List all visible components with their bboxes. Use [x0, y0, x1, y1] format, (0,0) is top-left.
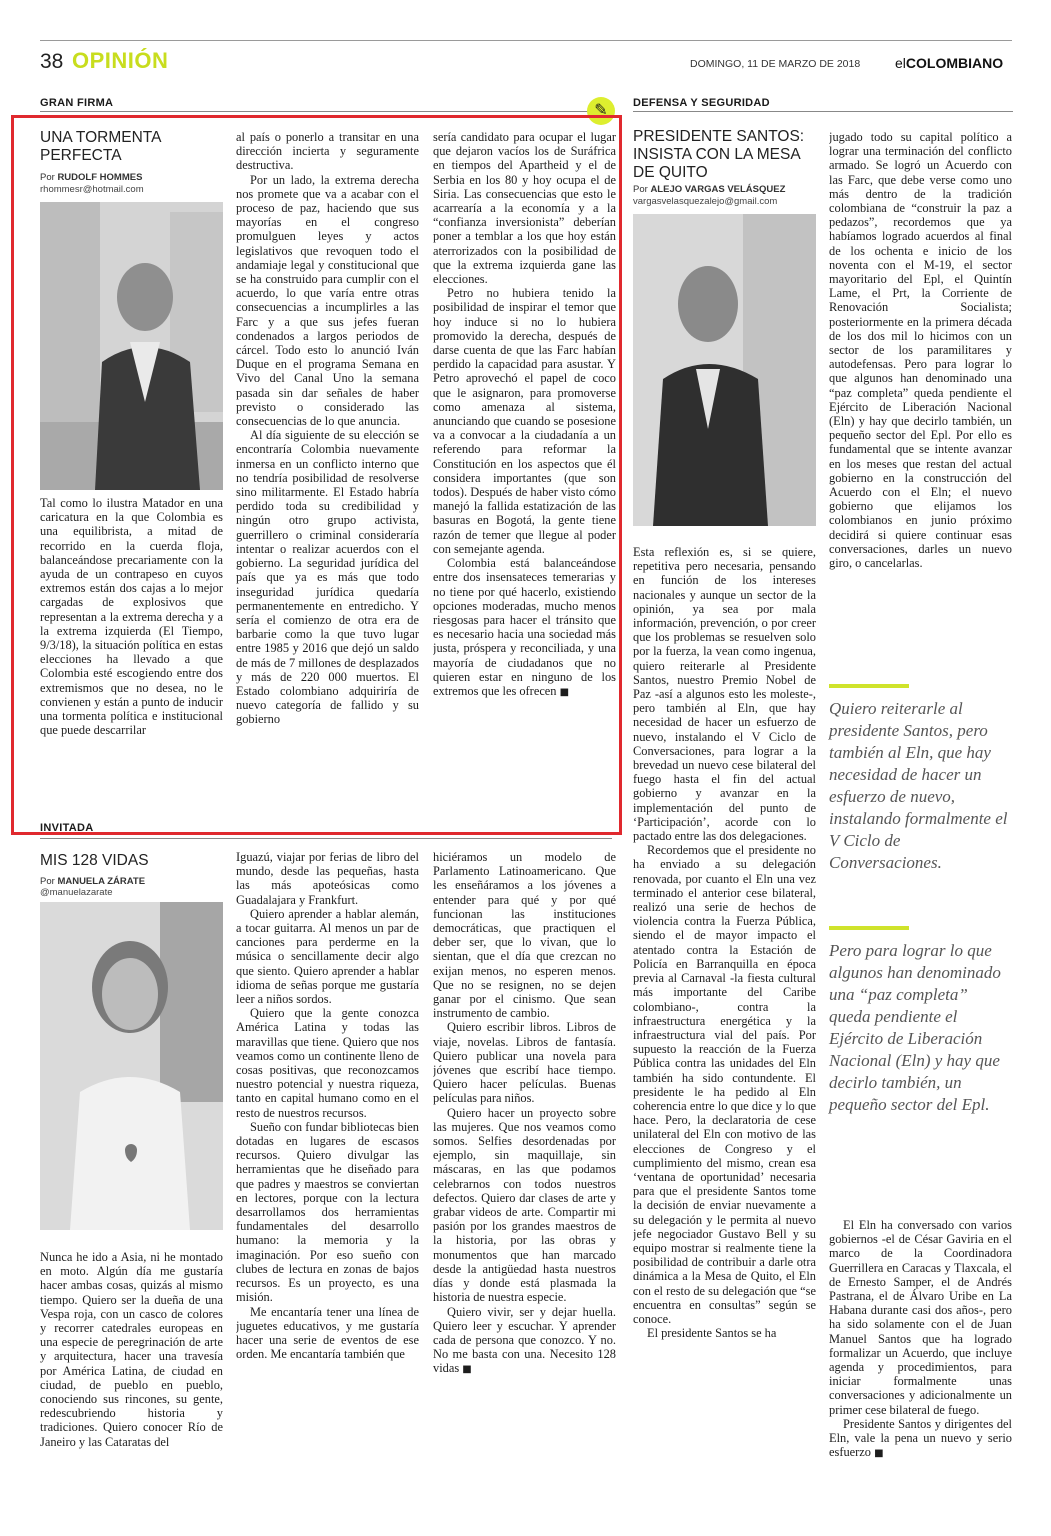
pen-icon: ✎ — [587, 97, 615, 125]
end-mark-icon: ■ — [874, 1448, 884, 1460]
paragraph: Esta reflexión es, si se quiere, repetitiva pero necesaria, pensando en función de los intereses nacionales y aunque un sector de la opinión, ya sea por mala información, prevención, o por creer que los problemas se resuelven solo por la fuerza, la vean como ingenua, quiero reiterarle al Presidente Santos, nuestro Premio Nobel de Paz -así a algunos esto les moleste-, pero también al Eln, que hay necesidad de hacer un esfuerzo de nuevo, instalando el V Ciclo de Conversaciones, para lograr a la brevedad un nuevo cese bilateral del fuego hasta el fin del actual gobierno y avanzar en la implementación del punto de ‘Participación’, acorde con lo pactado entre las dos delegaciones. — [633, 545, 816, 844]
byline-prefix: Por — [40, 172, 55, 183]
defensa-col2-bottom — [829, 1218, 1012, 1500]
gran-firma-title: UNA TORMENTA PERFECTA — [40, 129, 161, 164]
gran-firma-col2 — [236, 130, 419, 798]
paragraph-text: Presidente Santos y dirigentes del Eln, vale la pena un nuevo y serio esfuerzo — [829, 1416, 1012, 1460]
defensa-col1 — [633, 545, 816, 1500]
author-email: rhommesr@hotmail.com — [40, 184, 144, 195]
gran-firma-col3 — [433, 130, 616, 798]
defensa-rule — [633, 111, 1013, 112]
paragraph — [433, 556, 616, 700]
defensa-title: PRESIDENTE SANTOS: INSISTA CON LA MESA DE QUITO — [633, 128, 805, 181]
invitada-label: INVITADA — [40, 822, 94, 834]
invitada-title: MIS 128 VIDAS — [40, 852, 149, 869]
author-handle: @manuelazarate — [40, 887, 113, 898]
pull-quote: Quiero reiterarle al presidente Santos, pero también al Eln, que hay necesidad de hacer un esfuerzo de nuevo, instalando formalmente el V Ciclo de Conversaciones. — [829, 699, 1008, 872]
paragraph: hiciéramos un modelo de Parlamento Latinoamericano. Que les enseñáramos a los jóvenes a entender para qué y por qué funcionan las instituciones democráticas, que practiquen el deber ser, que lo vivan, que lo sientan, que el día que crezcan no exijan menos, no esperen menos. Que no se resignen, no se dejen ganar por el cinismo. Que sean instrumento de cambio. — [433, 850, 616, 1021]
author-name: MANUELA ZÁRATE — [57, 876, 146, 887]
paragraph: Sueño con fundar bibliotecas bien dotadas en lugares de escasos recursos. Quiero divulgar las herramientas que he diseñado para que padres y maestros se conviertan en lectores, porque con la lectura desarrollamos dos herramientas fundamentales del desarrollo humano: la memoria y la imaginación. Por eso sueño con clubes de lectura en zonas de bajos recursos. Es un proyecto, es una misión. — [236, 1119, 419, 1305]
defensa-byline — [633, 184, 785, 196]
paragraph — [433, 1305, 616, 1378]
paragraph: Por un lado, la extrema derecha nos promete que va a acabar con el proceso de paz, haciendo que sus mayorías en el congreso promulguen leyes y actos legislativos que revoquen todo el andamiaje legal y constitucional que se ha construido para cumplir con el acuerdo, lo que varía entre otras consecuencias a incumplirles a las Farc y a que sus jefes fueran condenados a largos periodos de cárcel. Todo esto lo anunció Iván Duque en el programa Semana en Vivo del Canal Uno la semana pasada sin dar señales de haber previsto o considerado las consecuencias de lo que anuncia. — [236, 172, 419, 429]
paragraph: El Eln ha conversado con varios gobiernos -el de César Gaviria en el marco de la Coordinadora Guerrillera en Caracas y Tlaxcala, el de Ernesto Samper, el de Andrés Pastrana, el de Álvaro Uribe en La Habana durante casi dos años-, pero ha sido solamente con el de Juan Manuel Santos que ha logrado formalizar un Acuerdo, que incluye agenda y procedimientos, para iniciar formalmente unas conversaciones y adicionalmente un primer cese bilateral de fuego. — [829, 1218, 1012, 1417]
paragraph: Recordemos que el presidente no ha enviado a su delegación renovada, por cuanto el Eln una vez terminado el anterior cese bilateral, realizó una serie de hechos de violencia contra la Fuerza Pública, siendo el de mayor impacto el atentado contra la Estación de Policía en Barranquilla en época previa al Carnaval -la fiesta cultural más importante del Caribe colombiano-, contra la infraestructura energética y la infraestructura vial del país. Por supuesto la reacción de la Fuerza Pública contra las unidades del Eln también ha sido contundente. El presidente le ha pedido al Eln coherencia entre lo que dice y lo que hace. Pero, la declaratoria de cese unilateral del Eln con motivo de las elecciones de Congreso y el cumplimiento del mismo, crean esa ‘ventana de oportunidad’ necesaria para que el presidente Santos tome la decisión de enviar nuevamente a su delegación y le permita al nuevo jefe negociador Gustavo Bell y su equipo mostrar si realmente tiene la posibilidad de contribuir a darle otra dinámica a la Mesa de Quito, el Eln con el resto de su delegación que “se encuentra en consultas” según se conoce. — [633, 843, 816, 1326]
paragraph: Petro no hubiera tenido la posibilidad de inspirar el temor que hoy induce si no lo hubiera promovido la derecha, después de darse cuenta de que las Farc habían perdido la capacidad para asustar. Y Petro aprovechó el papel de coco que le asignaron, para promoverse como amenaza al sistema, anunciando que cuando se posesione va a convocar a la ciudadanía a un referendo para reformar la Constitución en los aspectos que él considera importantes (que son todos). Después de haber visto cómo manejó la fallida estatización de las basuras en Bogotá, la gente tiene razón de temer que llegue al poder con semejante agenda. — [433, 286, 616, 556]
pull-quote: Pero para lograr lo que algunos han denominado una “paz completa” queda pendiente el Ejército de Liberación Nacional (Eln) y hay que decirlo también, un pequeño sector del Epl. — [829, 941, 1001, 1114]
gran-firma-rule — [40, 111, 612, 112]
byline-prefix: Por — [633, 184, 648, 195]
author-photo — [40, 902, 223, 1230]
paragraph: Nunca he ido a Asia, ni he montado en moto. Algún día me gustaría hacer ambas cosas, quizás al mismo tiempo. Quiero ser la dueña de una Vespa roja, con un casco de colores y recorrer catedrales europeas en una especie de peregrinación de arte y arquitectura, hacer una travesía por América Latina, de ciudad en ciudad, de pueblo en pueblo, conociendo sus rincones, su gente, redescubriendo historia y tradiciones. Quiero conocer Río de Janeiro y las Cataratas del — [40, 1250, 223, 1449]
end-mark-icon: ■ — [462, 1364, 472, 1376]
end-mark-icon: ■ — [559, 686, 570, 698]
defensa-label: DEFENSA Y SEGURIDAD — [633, 97, 770, 109]
author-photo — [40, 202, 223, 490]
paragraph-text: Colombia está balanceándose entre dos insensateces temerarias y no tiene por qué hacerlo, existiendo opciones moderadas, mucho menos riesgosas para hacer el tránsito que es necesario hacia una sociedad más justa, próspera y reconciliada, y una mayoría de ciudadanos que no quieren estar en ninguno de los extremos que les ofrecen — [433, 556, 616, 698]
section-title: OPINIÓN — [72, 48, 169, 73]
defensa-col2-top — [829, 130, 1012, 662]
gran-firma-label: GRAN FIRMA — [40, 97, 114, 109]
quote-rule — [829, 684, 909, 688]
invitada-col3 — [433, 850, 616, 1500]
author-name: RUDOLF HOMMES — [57, 172, 143, 183]
paragraph: Al día siguiente de su elección se encontraría Colombia nuevamente inmersa en un conflicto interno que no tendría posibilidad de resolverse sino militarmente. El Estado habría perdido toda su credibilidad y ningún otro grupo activista, guerrillero o criminal consideraría intentar o realizar acuerdos con el gobierno. La seguridad jurídica del país que ya es más que todo inseguridad jurídica quedaría permanentemente en entredicho. Y sería el comienzo de otra era de barbarie como la que tuvo lugar entre 1985 y 2016 que dejó un saldo de más de 7 millones de desplazados y más de 220 000 muertos. El Estado colombiano adquiriría de nuevo categoría de fallido y su gobierno — [236, 428, 419, 727]
paragraph: Quiero escribir libros. Libros de viaje, novelas. Libros de fantasía. Quiero publicar una novela para jóvenes que escribí hace tiempo. Quiero hacer películas. Buenas películas para niños. — [433, 1020, 616, 1106]
brand-name: COLOMBIANO — [905, 55, 1004, 71]
paragraph: Quiero que la gente conozca América Latina y todas las maravillas que tiene. Quiero que nos veamos como un continente lleno de cosas positivas, que reconozcamos nuestro potencial y nuestra riqueza, tanto en capital humano como en el resto de nuestros recursos. — [236, 1006, 419, 1120]
paragraph: Me encantaría tener una línea de juguetes educativos, y me gustaría hacer una serie de eventos de ese orden. Me encantaría también que — [236, 1304, 419, 1362]
paragraph-text: Quiero vivir, ser y dejar huella. Quiero leer y escuchar. Y aprender cada de persona que conozco. Y no. No me basta con una. Necesito 128 vidas — [433, 1304, 616, 1376]
paragraph: sería candidato para ocupar el lugar que dejaron vacíos los de Suráfrica en tiempos del Apartheid y el de Serbia en los 80 y hoy ocupa el de Siria. Las consecuencias que esto le acarrearía a la economía y a la “confianza inversionista” deberían poner a temblar a los que hoy están aterrorizados con la posibilidad de que la extrema izquierda gane las elecciones. — [433, 130, 616, 287]
paragraph — [829, 1417, 1012, 1462]
paragraph: Tal como lo ilustra Matador en una caricatura en la que Colombia es una equilibrista, a mitad de recorrido en la cuerda floja, balanceándose precariamente con la ayuda de un contrapeso en cuyos extremos están dos cajas a lo mejor cargadas de explosivos que representan a la extrema derecha y a la extrema izquierda (El Tiempo, 9/3/18), la situación política en estas elecciones ha llevado a que Colombia esté escogiendo entre dos extremismos que no desea, no le convienen y están a punto de inducir una tormenta política e institucional que puede descarrilar — [40, 496, 223, 738]
author-photo — [633, 214, 816, 526]
paragraph: El presidente Santos se ha — [647, 1326, 777, 1341]
top-rule — [40, 40, 1012, 41]
author-email: vargasvelasquezalejo@gmail.com — [633, 196, 778, 207]
gran-firma-byline — [40, 172, 142, 184]
paragraph: jugado todo su capital político a lograr una terminación del conflicto armado. Se logró un Acuerdo con las Farc, que debe verse como uno más dentro de la tradición colombiana de “construir la paz a pedazos”, recordemos que ya habíamos logrado acuerdos al final de los ochenta e inicio de los noventa con el M-19, el sector mayoritario del Epl, el Quintín Lame, el Prt, la Corriente de Renovación Socialista; posteriormente en la primera década de los dos mil lo hicimos con un sector de los paramilitares y autodefensas. Pero para lograr lo que algunos han denominado una “paz completa” queda pendiente el Ejército de Liberación Nacional (Eln) y hay que decirlo también, un pequeño sector del Epl. Por ello es fundamental que se intente avanzar en los meses que restan del actual gobierno en la construcción del Acuerdo con el Eln; el nuevo gobierno que elijamos los colombianos en junio próximo decidirá si quiere continuar esas conversaciones, darles un nuevo giro, o cancelarlas. — [829, 130, 1012, 571]
invitada-rule — [40, 838, 612, 839]
brand-prefix: el — [895, 55, 906, 71]
newspaper-brand — [895, 55, 1003, 71]
author-name: ALEJO VARGAS VELÁSQUEZ — [650, 184, 786, 195]
page-number: 38 — [40, 50, 64, 73]
paragraph: Quiero hacer un proyecto sobre las mujeres. Que nos veamos como somos. Selfies desordenadas por ejemplo, sin maquillaje, sin máscaras, en las que podamos celebrarnos con todos nuestros defectos. Quiero dar clases de arte y grabar videos de arte. Compartir mi pasión por los grandes maestros de la historia, por las obras y monumentos que han marcado desde la antigüedad hasta nuestros días y donde está plasmada la historia de nuestra especie. — [433, 1105, 616, 1305]
invitada-col2 — [236, 850, 419, 1500]
issue-date: DOMINGO, 11 DE MARZO DE 2018 — [690, 58, 861, 70]
paragraph: Quiero aprender a hablar alemán, a tocar guitarra. Al menos un par de canciones para perderme en la música o sencillamente decir algo que siento. Quiero aprender a hablar idioma de señas porque me gustaría leer a niños sordos. — [236, 906, 419, 1007]
paragraph: al país o ponerlo a transitar en una dirección incierta y seguramente destructiva. — [236, 130, 419, 173]
gran-firma-col1 — [40, 496, 223, 796]
quote-rule — [829, 926, 909, 930]
invitada-col1 — [40, 1250, 223, 1500]
byline-prefix: Por — [40, 876, 55, 887]
paragraph: Iguazú, viajar por ferias de libro del mundo, desde las pequeñas, hasta las más apoteósicas como Guadalajara y Frankfurt. — [236, 850, 419, 907]
